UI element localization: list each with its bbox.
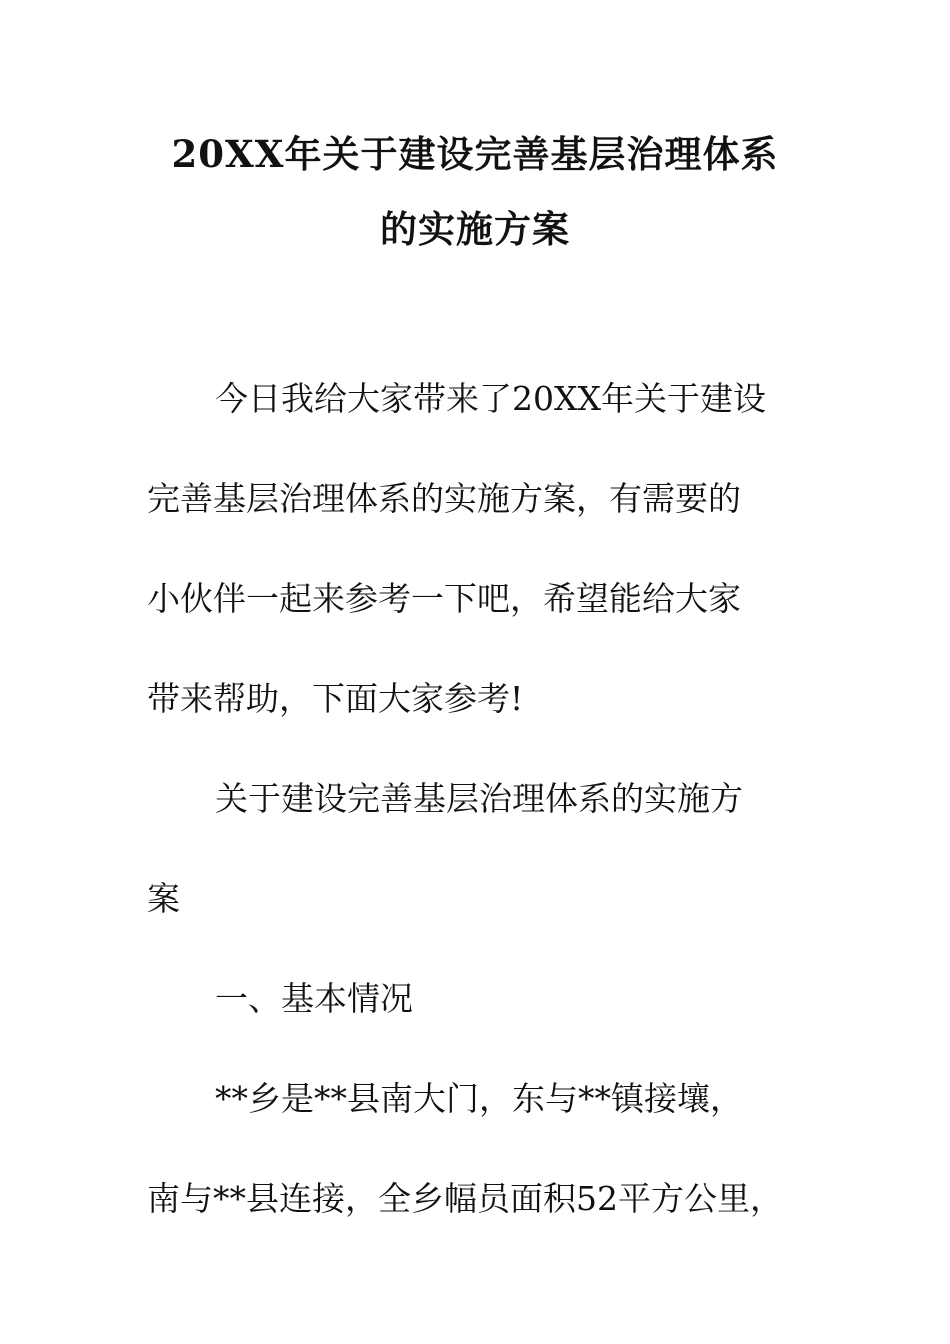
intro-paragraph-line-2: 完善基层治理体系的实施方案，有需要的 [147, 479, 741, 518]
section-paragraph-line-2: 南与**县连接，全乡幅员面积52平方公里， [147, 1179, 783, 1218]
intro-paragraph-line-1: 今日我给大家带来了20XX年关于建设 [215, 379, 766, 418]
subtitle-line-2: 案 [147, 879, 180, 918]
intro-paragraph-line-4: 带来帮助，下面大家参考! [147, 679, 524, 718]
document-title-line-1: 20XX年关于建设完善基层治理体系 [171, 132, 779, 176]
document-title-line-2: 的实施方案 [380, 207, 570, 251]
intro-paragraph-line-3: 小伙伴一起来参考一下吧，希望能给大家 [147, 579, 741, 618]
section-heading: 一、基本情况 [215, 979, 413, 1018]
section-paragraph-line-1: **乡是**县南大门，东与**镇接壤， [215, 1079, 743, 1118]
subtitle-line-1: 关于建设完善基层治理体系的实施方 [215, 779, 743, 818]
